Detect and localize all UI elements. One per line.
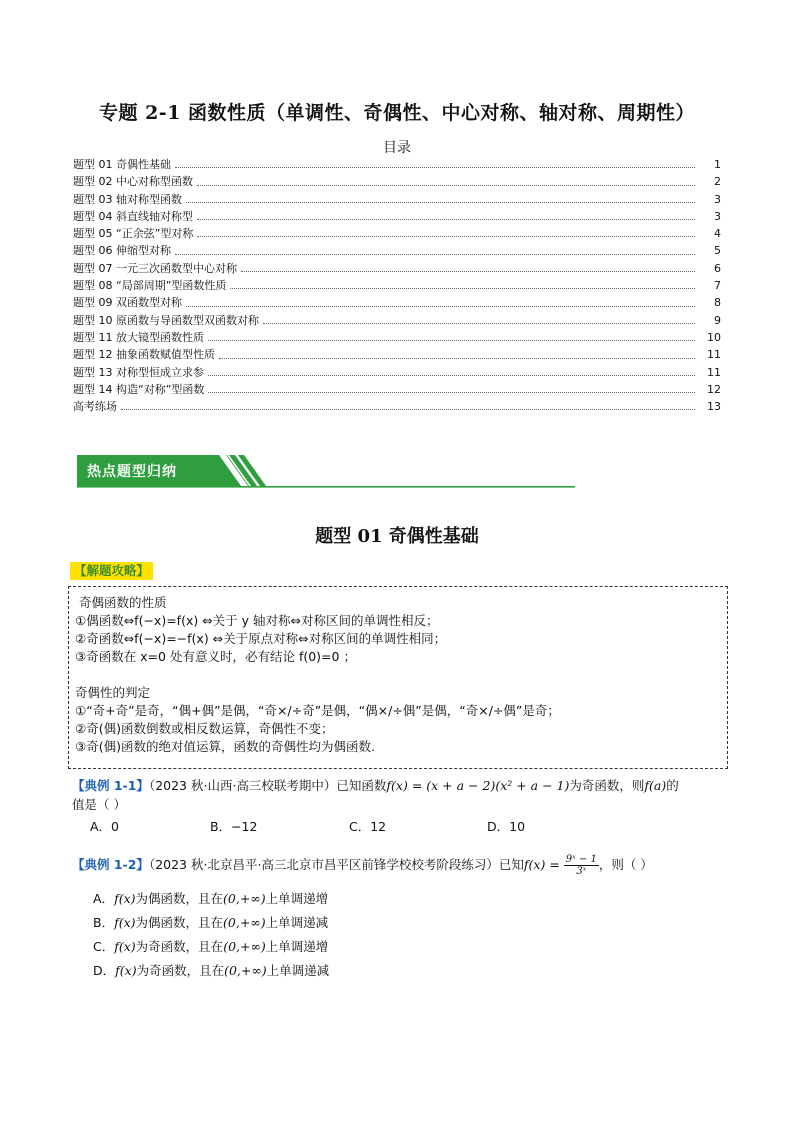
toc-page-number: 11 [707, 348, 721, 362]
option-letter: A． [93, 891, 115, 906]
toc-page-number: 1 [714, 158, 721, 171]
example-tail: 为奇函数，则 [569, 778, 645, 793]
document-title: 专题 2-1 函数性质（单调性、奇偶性、中心对称、轴对称、周期性） [98, 102, 696, 124]
box-heading: 奇偶函数的性质 [79, 595, 167, 610]
toc-entry[interactable] [73, 312, 721, 329]
example-label: 【典例 1-2】 [72, 857, 149, 872]
toc-entry-label: 题型 04 斜直线轴对称型 [73, 209, 193, 223]
toc-entry[interactable] [73, 225, 721, 242]
option-letter: C． [93, 939, 115, 954]
toc-entry[interactable] [73, 156, 721, 173]
example-1-1-stem [72, 776, 679, 794]
toc-leader [197, 184, 695, 186]
option-interval: (0,+∞) [224, 963, 267, 978]
function-formula: f(x) = (x + a − 2)(x² + a − 1) [386, 778, 570, 793]
toc-entry-label: 题型 13 对称型恒成立求参 [73, 365, 204, 379]
toc-leader [175, 253, 695, 255]
toc-page-number: 5 [714, 244, 721, 258]
toc-leader [219, 357, 695, 359]
toc-entry[interactable] [73, 173, 721, 190]
option-end: 上单调递减 [265, 915, 329, 930]
option-a[interactable] [93, 889, 328, 907]
option-text: 为奇函数，且在 [136, 963, 225, 978]
toc-leader [208, 374, 695, 376]
toc-entry[interactable] [73, 242, 721, 259]
toc-leader [230, 287, 695, 289]
table-of-contents [73, 156, 721, 415]
example-label: 【典例 1-1】 [72, 778, 149, 793]
fraction-numerator: 9ˣ − 1 [565, 854, 597, 865]
toc-entry-label: 题型 10 原函数与导函数型双函数对称 [73, 313, 259, 327]
box-line: ③奇(偶)函数的绝对值运算，函数的奇偶性均为偶函数. [75, 739, 375, 754]
toc-entry[interactable] [73, 364, 721, 381]
toc-heading: 目录 [383, 140, 411, 156]
toc-entry-label: 题型 11 放大镜型函数性质 [73, 330, 204, 344]
toc-entry[interactable] [73, 329, 721, 346]
example-tail-end: 的 [666, 778, 679, 793]
toc-leader [208, 391, 695, 393]
option-c[interactable]: C．12 [349, 819, 387, 834]
example-source: （2023 秋·北京昌平·高三北京市昌平区前锋学校校考阶段练习）已知 [148, 857, 524, 872]
toc-entry[interactable] [73, 346, 721, 363]
box-line: ①偶函数⇔f(−x)=f(x) ⇔关于 y 轴对称⇔对称区间的单调性相反； [75, 613, 439, 628]
toc-page-number: 9 [714, 313, 721, 327]
toc-leader [197, 218, 695, 220]
toc-page-number: 4 [714, 227, 721, 241]
option-interval: (0,+∞) [223, 915, 266, 930]
toc-page-number: 8 [714, 296, 721, 310]
option-function: f(x) [114, 891, 136, 906]
option-d[interactable]: D．10 [487, 819, 526, 834]
toc-leader [186, 305, 695, 307]
option-text: 为奇函数，且在 [135, 939, 224, 954]
toc-entry-label: 题型 09 双函数型对称 [73, 296, 182, 310]
toc-page-number: 3 [714, 209, 721, 223]
toc-entry-label: 题型 01 奇偶性基础 [73, 158, 171, 171]
toc-leader [186, 201, 695, 203]
option-end: 上单调递增 [265, 939, 329, 954]
option-c[interactable] [93, 937, 328, 955]
option-b[interactable] [93, 913, 328, 931]
toc-leader [208, 339, 695, 341]
toc-entry-label: 题型 03 轴对称型函数 [73, 192, 182, 206]
function-lhs: f(x) = [523, 857, 560, 872]
box-line: ②奇函数⇔f(−x)=−f(x) ⇔关于原点对称⇔对称区间的单调性相同； [75, 631, 447, 646]
option-interval: (0,+∞) [223, 891, 266, 906]
toc-entry-label: 题型 08 “局部周期”型函数性质 [73, 279, 227, 293]
option-d[interactable] [93, 961, 329, 979]
toc-entry[interactable] [73, 277, 721, 294]
toc-leader [175, 166, 695, 168]
box-line: ①“奇+奇”是奇，“偶+偶”是偶，“奇×/÷奇”是偶，“偶×/÷偶”是偶，“奇×/÷偶”是奇； [75, 703, 560, 718]
option-function: f(x) [114, 915, 136, 930]
option-letter: B． [93, 915, 115, 930]
toc-entry-label: 题型 12 抽象函数赋值型性质 [73, 348, 215, 362]
toc-leader [121, 408, 695, 410]
example-source: （2023 秋·山西·高三校联考期中）已知函数 [148, 778, 387, 793]
box-line: ③奇函数在 x=0 处有意义时，必有结论 f(0)=0 ； [75, 649, 356, 664]
toc-leader [197, 235, 695, 237]
toc-entry-label: 高考练场 [73, 400, 117, 414]
option-text: 为偶函数，且在 [135, 891, 224, 906]
toc-leader [241, 270, 695, 272]
fraction [564, 854, 599, 877]
fraction-denominator: 3ˣ [576, 866, 587, 877]
option-text: 为偶函数，且在 [135, 915, 224, 930]
toc-page-number: 10 [707, 330, 721, 344]
toc-entry-label: 题型 14 构造“对称”型函数 [73, 382, 205, 396]
section-banner [77, 455, 575, 489]
toc-page-number: 13 [707, 400, 721, 414]
toc-page-number: 11 [707, 365, 721, 379]
option-letter: D． [93, 963, 116, 978]
banner-text: 热点题型归纳 [87, 464, 177, 480]
toc-entry[interactable] [73, 294, 721, 311]
toc-entry[interactable] [73, 260, 721, 277]
toc-entry[interactable] [73, 191, 721, 208]
toc-page-number: 12 [707, 382, 721, 396]
option-function: f(x) [114, 939, 136, 954]
example-1-2-stem [72, 854, 653, 877]
toc-entry[interactable] [73, 398, 721, 415]
function-value: f(a) [644, 778, 667, 793]
option-b[interactable]: B．−12 [210, 819, 258, 834]
toc-entry-label: 题型 06 伸缩型对称 [73, 244, 171, 258]
strategy-tag: 【解题攻略】 [70, 562, 153, 580]
toc-page-number: 7 [714, 279, 721, 293]
toc-entry[interactable] [73, 381, 721, 398]
option-a[interactable]: A．0 [90, 819, 120, 834]
strategy-box [68, 586, 728, 769]
example-1-1-line2: 值是（ ） [72, 797, 126, 812]
option-function: f(x) [115, 963, 137, 978]
option-interval: (0,+∞) [223, 939, 266, 954]
box-heading: 奇偶性的判定 [75, 685, 151, 700]
toc-entry-label: 题型 02 中心对称型函数 [73, 175, 193, 189]
option-end: 上单调递减 [266, 963, 330, 978]
toc-entry-label: 题型 05 “正余弦”型对称 [73, 227, 194, 241]
toc-entry-label: 题型 07 一元三次函数型中心对称 [73, 261, 237, 275]
toc-page-number: 6 [714, 261, 721, 275]
toc-entry[interactable] [73, 208, 721, 225]
toc-page-number: 3 [714, 192, 721, 206]
toc-page-number: 2 [714, 175, 721, 189]
example-tail: ，则（ ） [598, 857, 653, 872]
option-end: 上单调递增 [265, 891, 329, 906]
toc-leader [263, 322, 695, 324]
section-title: 题型 01 奇偶性基础 [315, 526, 479, 547]
box-line: ②奇(偶)函数倒数或相反数运算，奇偶性不变； [75, 721, 334, 736]
